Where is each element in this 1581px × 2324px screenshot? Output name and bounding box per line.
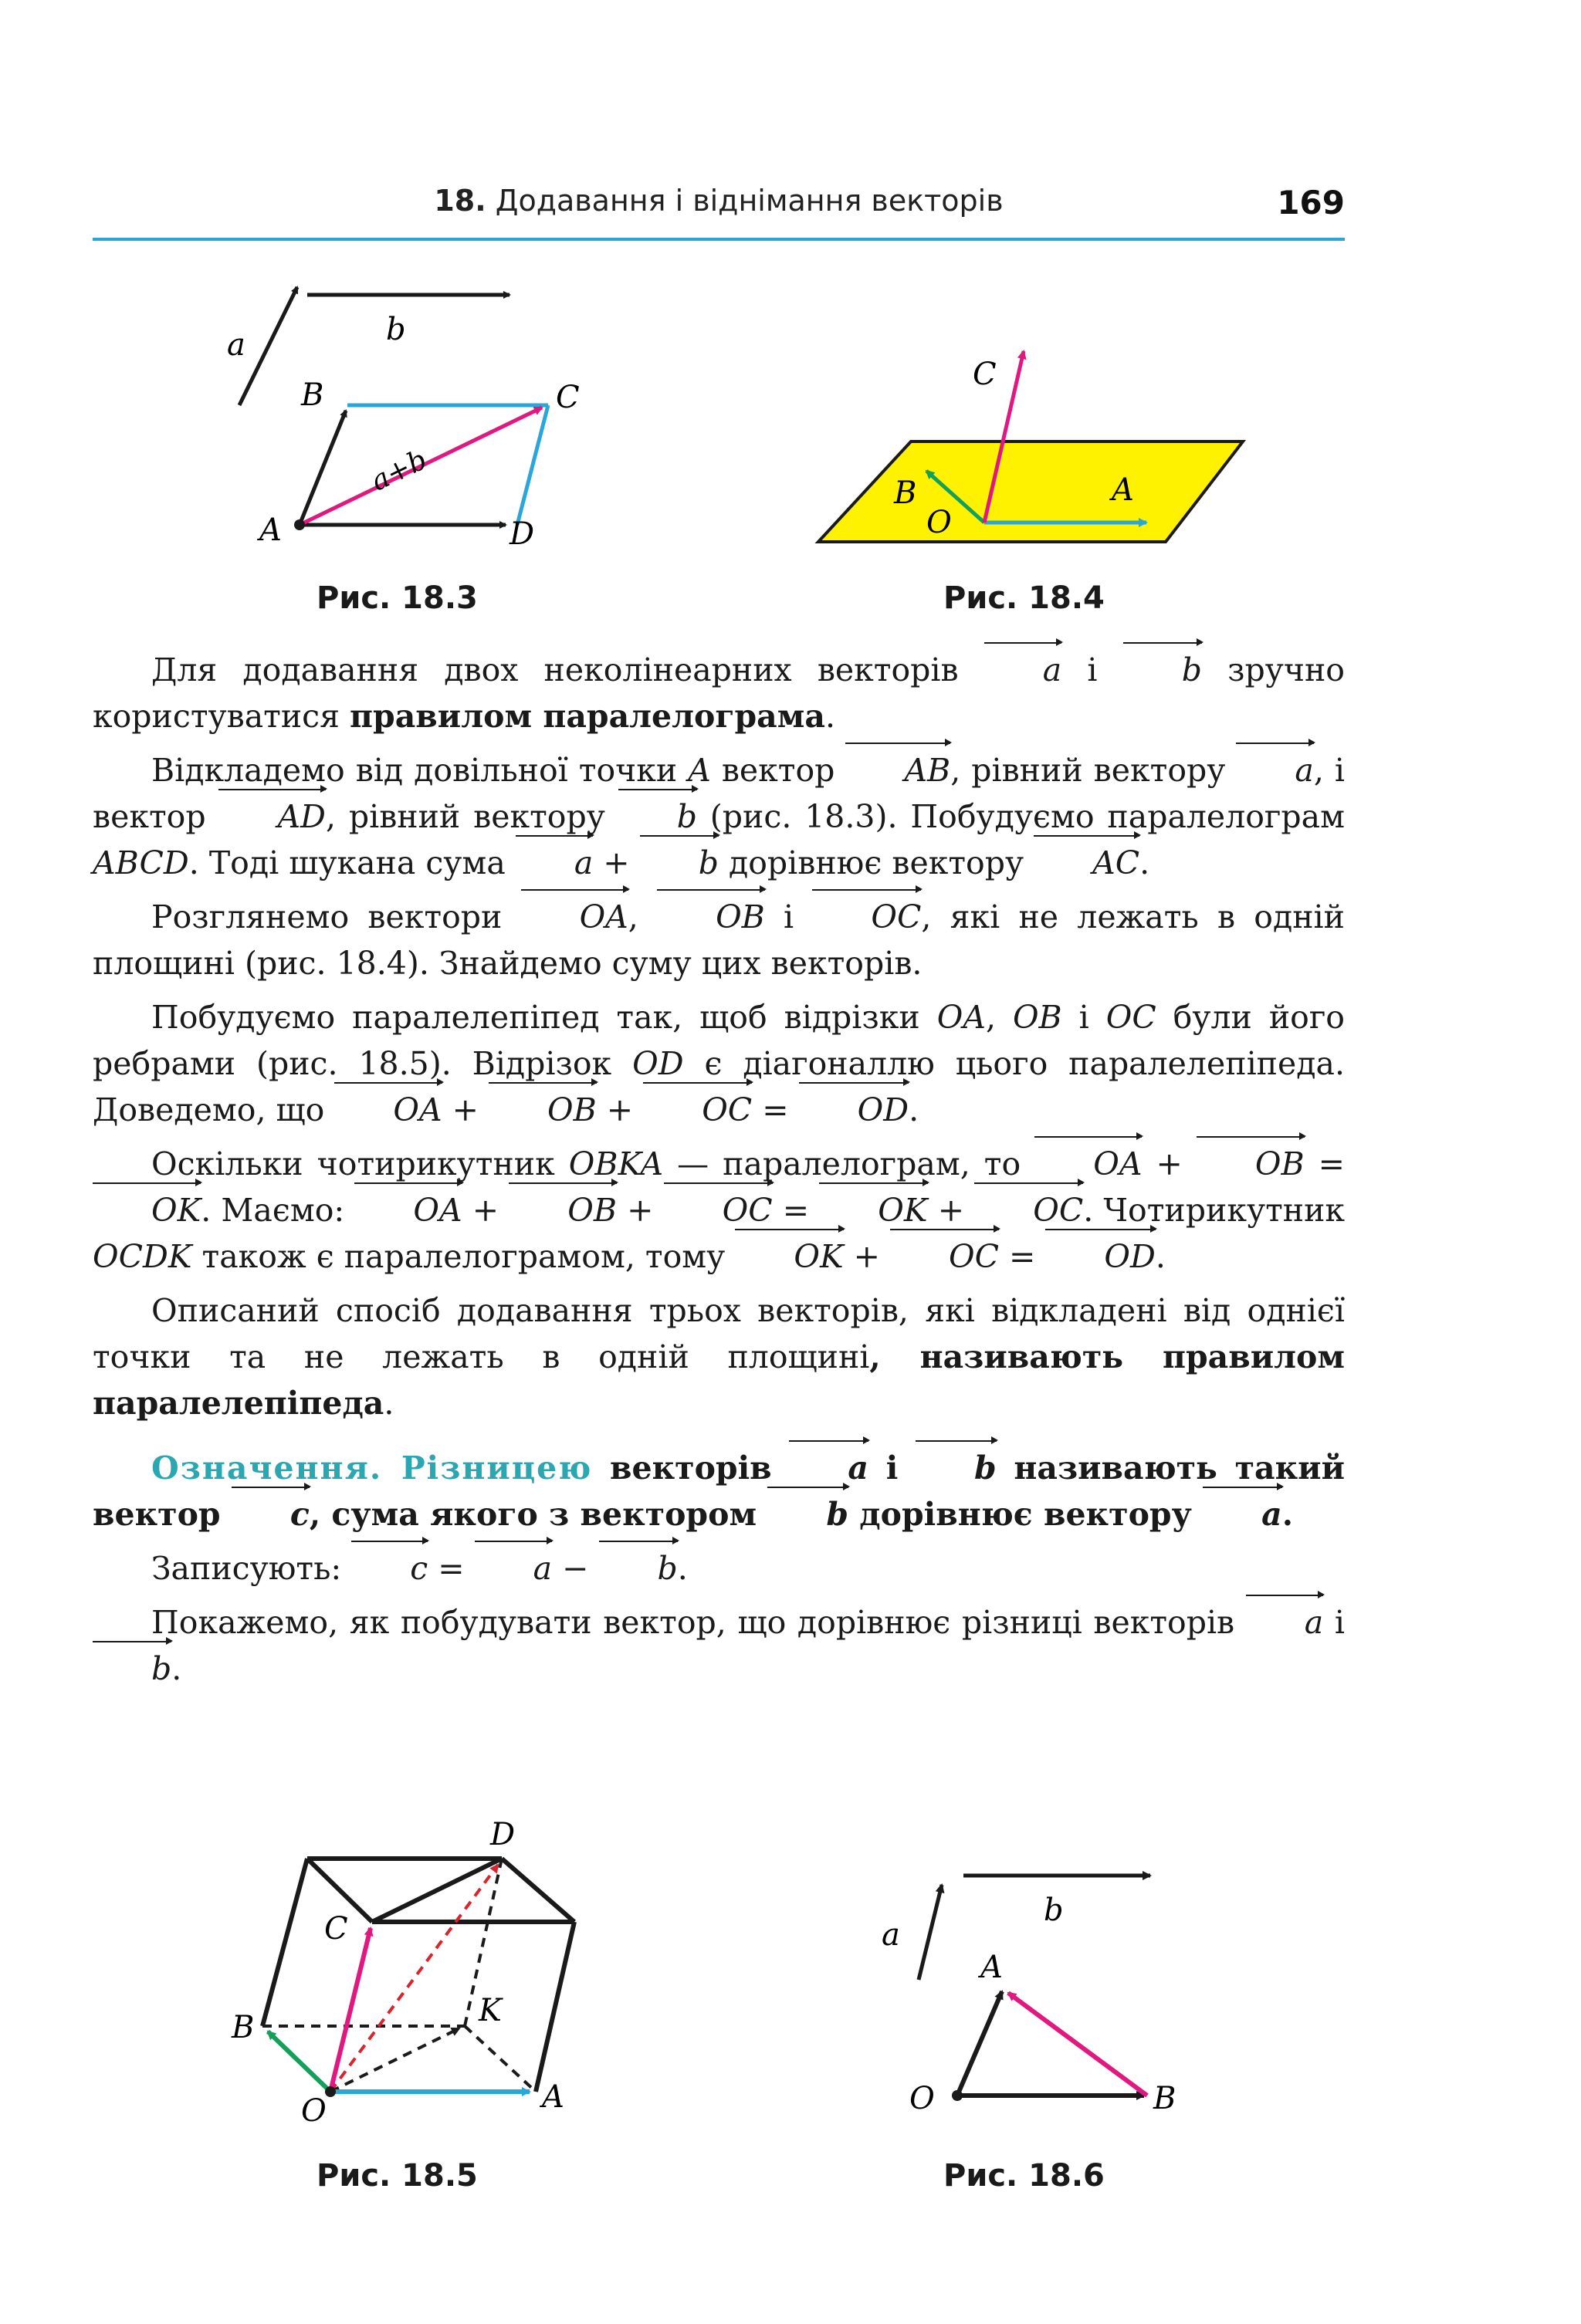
label-D: D [510,516,535,552]
paragraph-2: Відкладемо від довільної точки A вектор AB, рівний вектору a, і вектор AD, рівний вектору b (рис. 18.3). Побудуємо паралелограм ABCD. Тоді шукана сума a + b дорівнює вектору AC. [93,747,1345,886]
vector-BA [1008,1993,1147,2096]
label-D: D [490,1817,516,1852]
label-O: O [926,505,952,540]
figure-18-4 [811,340,1258,556]
figure-18-5 [224,1806,610,2130]
main-text [93,647,1345,1700]
label-K: K [479,1993,502,2028]
section-title: Додавання і віднімання векторів [495,184,1004,218]
box-edges [262,1859,574,2092]
vector-a-sample [919,1885,942,1980]
caption-18-3: Рис. 18.3 [317,580,478,616]
paragraph-1: Для додавання двох неколінеарних векторів a і b зручно користуватися правилом паралелограма. [93,647,1345,739]
label-C: C [973,357,997,392]
paragraph-8: Записують: c = a − b. [93,1545,1345,1592]
edge-CD [517,405,548,525]
section-number: 18. [434,184,486,218]
caption-18-6: Рис. 18.6 [943,2158,1105,2194]
label-A: A [259,512,282,548]
label-A: A [1112,472,1134,508]
point-O [952,2090,963,2101]
plane [818,441,1243,542]
label-b: b [1044,1893,1064,1928]
label-sum: a+b [366,444,432,498]
page-header [93,184,1345,245]
label-O: O [301,2093,327,2129]
vector-OC [330,1928,371,2092]
paragraph-5: Оскільки чотирикутник OBKA — паралелограм, то OA + OB = OK. Маємо: OA + OB + OC = OK + OC. Чотирикутник OCDK також є паралелограмом, тому OK + OC = OD. [93,1141,1345,1280]
vector-OA [957,1991,1002,2096]
label-B: B [301,377,324,413]
caption-18-4: Рис. 18.4 [943,580,1105,616]
paragraph-3: Розглянемо вектори OA, OB і OC, які не лежать в одній площині (рис. 18.4). Знайдемо суму цих векторів. [93,894,1345,986]
paragraph-4: Побудуємо паралелепіпед так, щоб відрізки OA, OB і OC були його ребрами (рис. 18.5). Відрізок OD є діагоналлю цього паралелепіпеда. Доведемо, що OA + OB + OC = OD. [93,994,1345,1133]
definition-paragraph: Означення. Різницею векторів a і b називають такий вектор c, сума якого з вектором b дорівнює вектору a. [93,1445,1345,1537]
figure-18-3 [216,278,648,556]
label-A: A [542,2079,564,2115]
label-A: A [980,1950,1003,1985]
vector-OB [268,2031,330,2092]
label-a: a [227,327,245,363]
point-A [294,519,305,530]
point-O [325,2086,336,2097]
hidden-edges [262,1859,536,2092]
label-B: B [1153,2081,1176,2116]
label-C: C [556,380,580,415]
label-B: B [232,2010,255,2045]
label-B: B [894,475,917,511]
caption-18-5: Рис. 18.5 [317,2158,478,2194]
definition-label: Означення. Різницею [151,1450,593,1487]
label-a: a [882,1917,900,1953]
vector-a-sample [239,287,297,405]
header-rule [93,238,1345,241]
paragraph-9: Покажемо, як побудувати вектор, що дорівнює різниці векторів a і b. [93,1599,1345,1692]
running-title [93,184,1345,218]
page-number: 169 [1277,184,1345,222]
paragraph-6: Описаний спосіб додавання трьох векторів, які відкладені від однієї точки та не лежать в одній площині, називають правилом паралелепіпеда. [93,1292,1346,1422]
label-b: b [386,312,406,347]
label-O: O [909,2081,935,2116]
label-C: C [324,1911,348,1947]
figure-18-6 [865,1860,1220,2123]
